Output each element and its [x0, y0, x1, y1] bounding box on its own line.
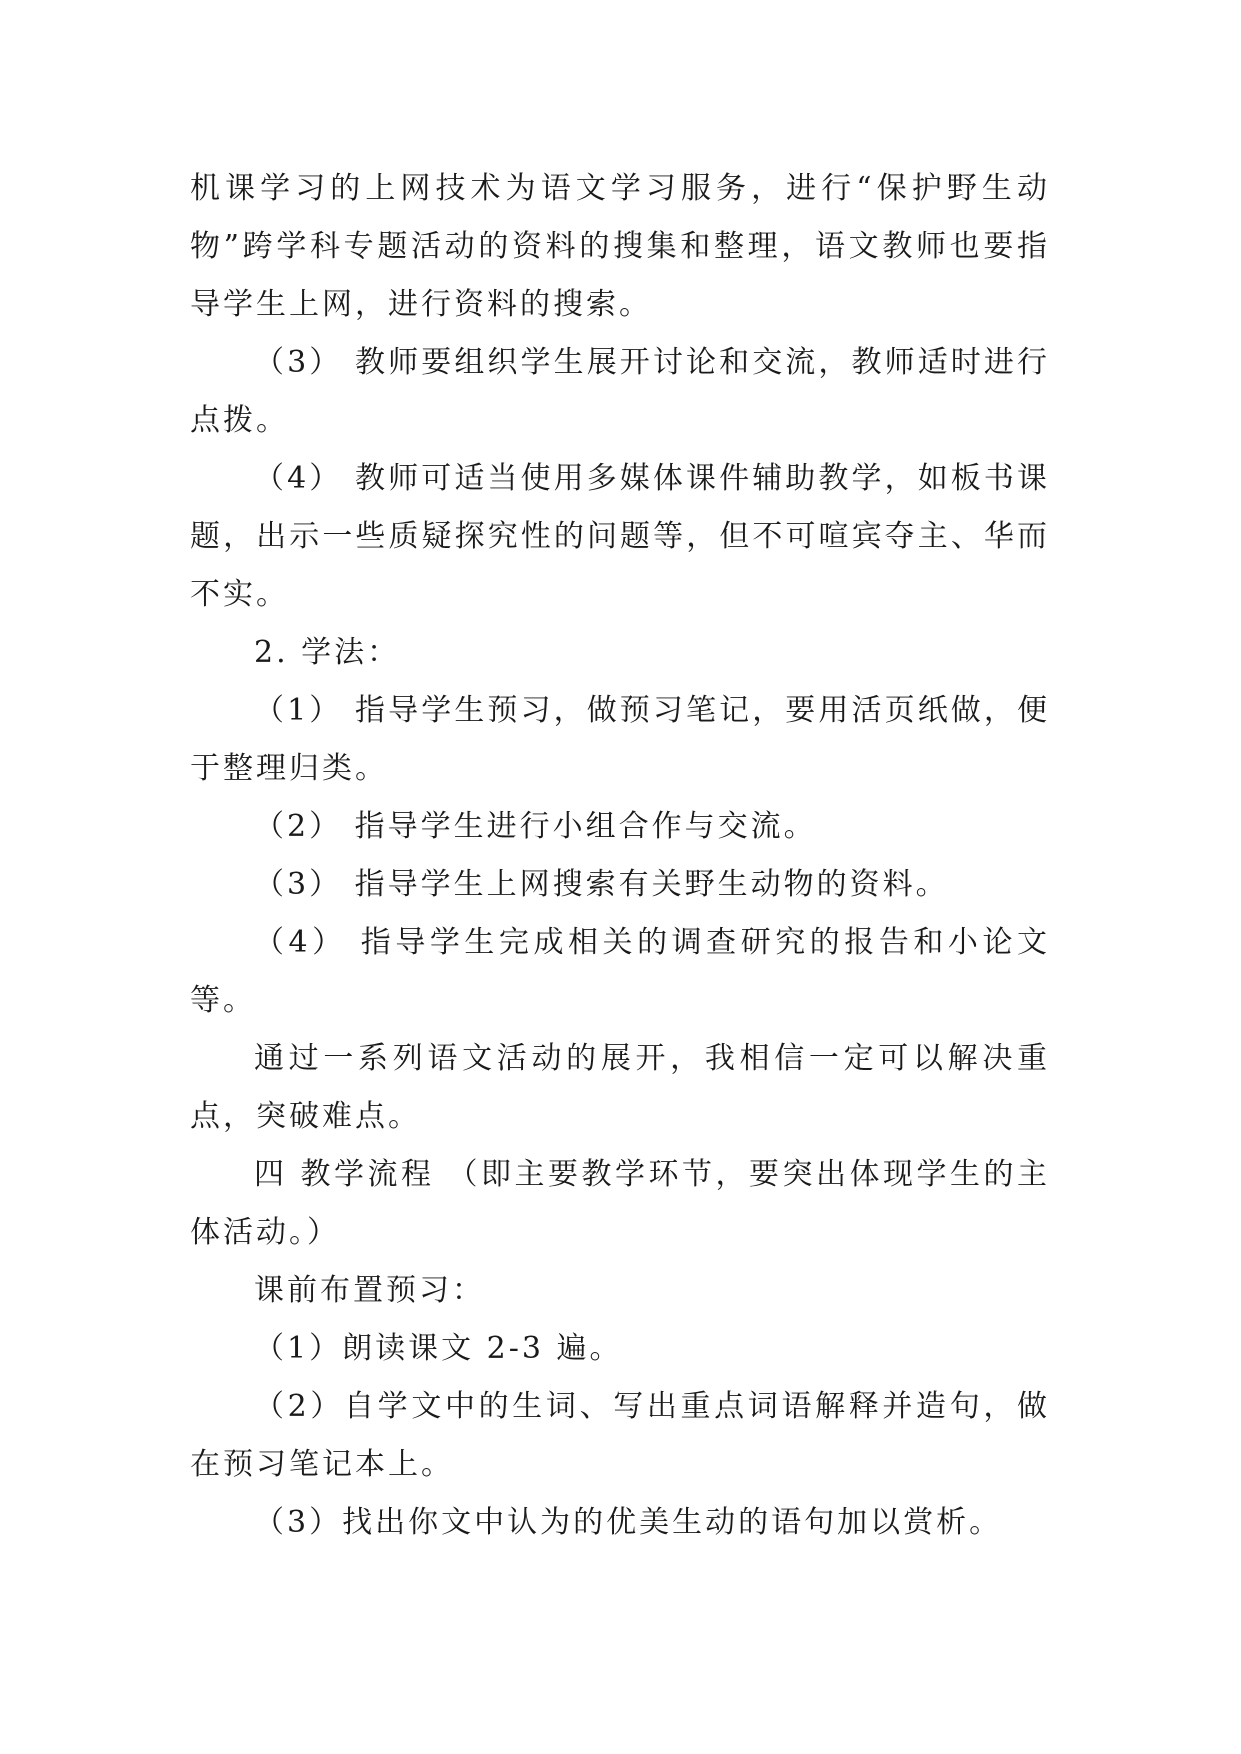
paragraph-study-4: （4） 指导学生完成相关的调查研究的报告和小论文等。 [190, 925, 1050, 1018]
section-heading-study-method: 2. 学法： [254, 635, 401, 670]
section-heading-teaching-flow: 四 教学流程 （即主要教学环节，要突出体现学生的主体活动。） [190, 1157, 1050, 1250]
paragraph-continuation: 机课学习的上网技术为语文学习服务，进行“保护野生动物”跨学科专题活动的资料的搜集和整理，语文教师也要指导学生上网，进行资料的搜索。 [190, 171, 1050, 322]
paragraph-method-4: （4） 教师可适当使用多媒体课件辅助教学，如板书课题，出示一些质疑探究性的问题等，但不可喧宾夺主、华而不实。 [190, 461, 1050, 612]
paragraph-preview-heading: 课前布置预习： [254, 1273, 485, 1308]
paragraph-study-2: （2） 指导学生进行小组合作与交流。 [254, 809, 817, 844]
paragraph-preview-1: （1）朗读课文 2-3 遍。 [254, 1331, 623, 1366]
document-body [190, 160, 1050, 1552]
paragraph-preview-3: （3）找出你文中认为的优美生动的语句加以赏析。 [254, 1505, 1003, 1540]
paragraph-study-3: （3） 指导学生上网搜索有关野生动物的资料。 [254, 867, 949, 902]
paragraph-preview-2: （2）自学文中的生词、写出重点词语解释并造句，做在预习笔记本上。 [190, 1389, 1050, 1482]
paragraph-summary: 通过一系列语文活动的展开，我相信一定可以解决重点，突破难点。 [190, 1041, 1050, 1134]
paragraph-study-1: （1） 指导学生预习，做预习笔记，要用活页纸做，便于整理归类。 [190, 693, 1050, 786]
paragraph-method-3: （3） 教师要组织学生展开讨论和交流，教师适时进行点拨。 [190, 345, 1050, 438]
